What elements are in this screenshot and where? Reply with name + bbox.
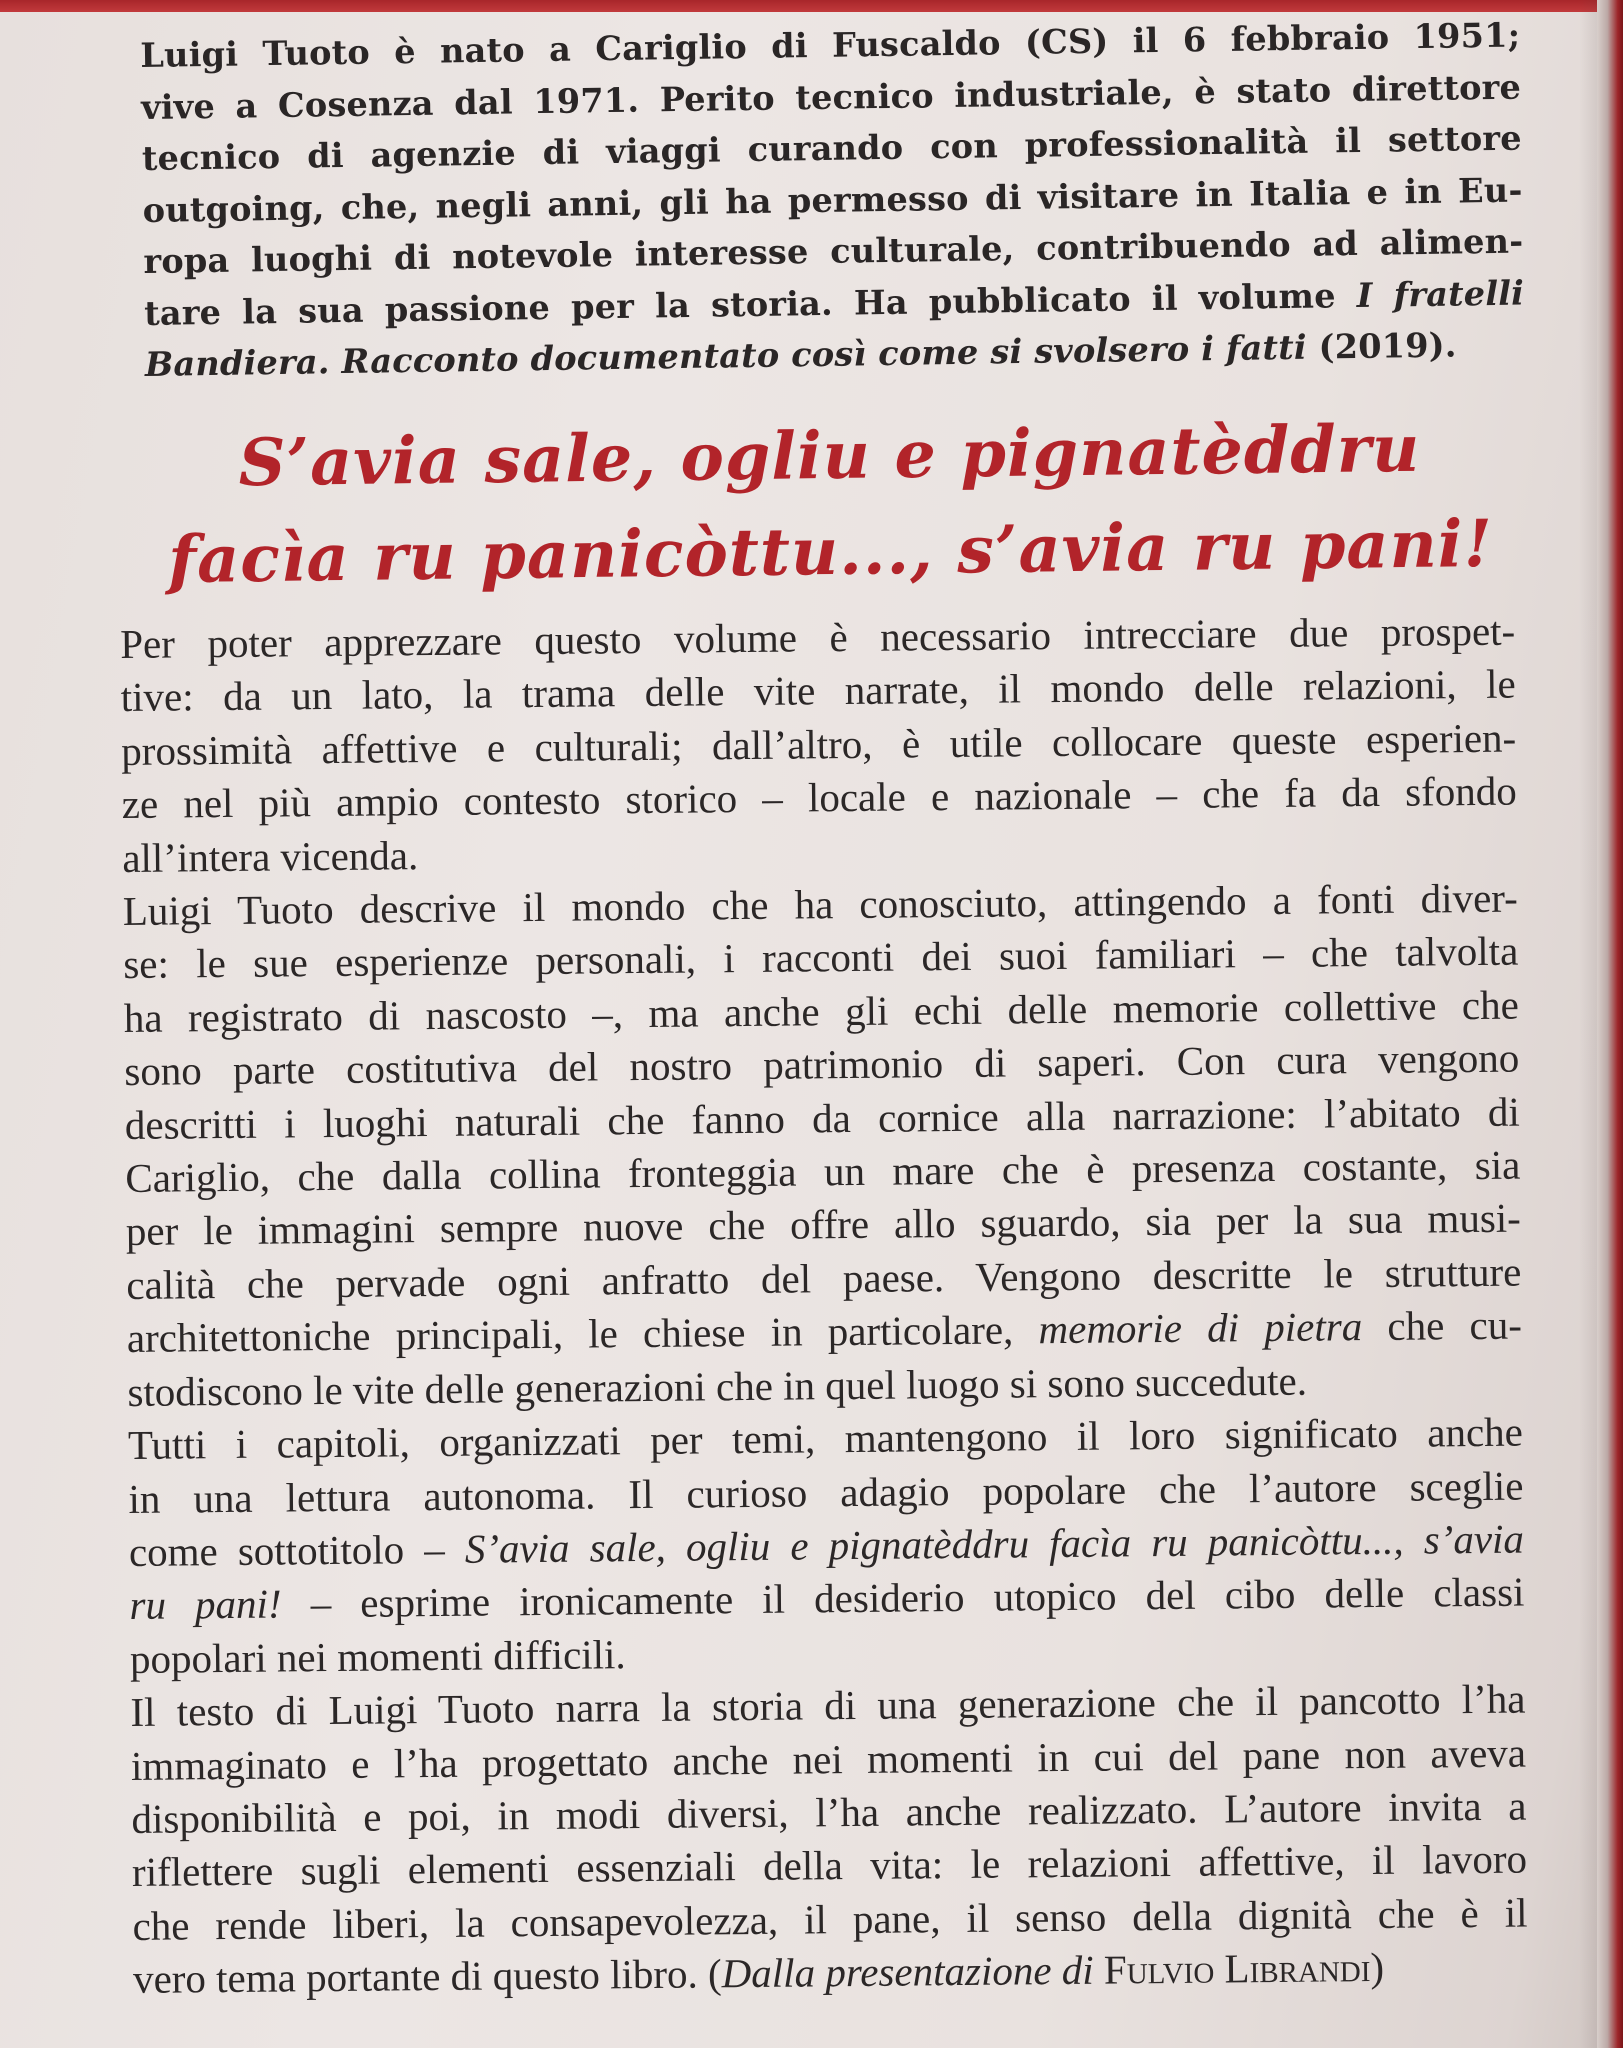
- italic-quote: S’avia sale, ogliu e pignatèddru facìa ru panicòttu..., s’avia: [464, 1515, 1525, 1572]
- text-line: in una lettura autonoma. Il curioso adagio popolare che l’autore sceglie: [128, 1462, 1524, 1522]
- subtitle-line-1: S’avia sale, ogliu e pignatèddru: [238, 410, 1421, 502]
- text-fragment: che cu-: [1361, 1301, 1523, 1350]
- text-line: che rende liberi, la consapevolezza, il pane, il senso della dignità che è il: [132, 1889, 1528, 1949]
- attribution-author: Fulvio Librandi: [1103, 1944, 1371, 1993]
- attribution-paren: (: [707, 1950, 722, 1997]
- bio-line: Luigi Tuoto è nato a Cariglio di Fuscaldo (CS) il 6 febbraio 1951;: [140, 15, 1521, 75]
- book-title-italic: Bandiera. Racconto documentato così come si svolsero i fatti: [144, 327, 1308, 384]
- text-line: Il testo di Luigi Tuoto narra la storia di una generazione che il pancotto l’ha: [130, 1675, 1526, 1736]
- text-line: immaginato e l’ha progettato anche nei momenti in cui del pane non aveva: [130, 1729, 1527, 1789]
- text-line: tive: da un lato, la trama delle vite narrate, il mondo delle relazioni, le: [120, 661, 1516, 721]
- bio-line: tecnico di agenzie di viaggi curando con professionalità il settore: [141, 118, 1523, 178]
- subtitle-line-2: facìa ru panicòttu..., s’avia ru pani!: [167, 505, 1494, 599]
- text-fragment: vero tema portante di questo libro.: [132, 1950, 709, 2003]
- bio-line: ropa luoghi di notevole interesse culturale, contribuendo ad alimen-: [143, 221, 1524, 281]
- text-line: Tutti i capitoli, organizzati per temi, mantengono il loro significato anche: [127, 1408, 1524, 1469]
- bio-line: outgoing, che, negli anni, gli ha permesso di visitare in Italia e in Eu-: [142, 170, 1523, 230]
- text-line: all’intera vicenda.: [122, 831, 419, 881]
- text-fragment: come sottotitolo –: [128, 1525, 466, 1575]
- text-line: ha registrato di nascosto –, ma anche gli echi delle memorie collettive che: [123, 981, 1519, 1041]
- text-line: stodiscono le vite delle generazioni che in quel luogo si sono succedute.: [127, 1357, 1308, 1415]
- text-line: popolari nei momenti difficili.: [129, 1630, 626, 1682]
- attribution-paren: ): [1370, 1944, 1385, 1991]
- book-subtitle: [149, 400, 1511, 609]
- text-line: ze nel più ampio contesto storico – locale e nazionale – che fa da sfondo: [121, 767, 1517, 828]
- attribution: [708, 1944, 1384, 1996]
- text-line: riflettere sugli elementi essenziali della vita: le relazioni affettive, il lavoro: [131, 1835, 1528, 1896]
- text-line: Per poter apprezzare questo volume è necessario intrecciare due prospet-: [120, 607, 1516, 667]
- bio-line: vive a Cosenza dal 1971. Perito tecnico industriale, è stato direttore: [140, 67, 1522, 127]
- text-line: per le immagini sempre nuove che offre allo sguardo, sia per la sua musi-: [125, 1195, 1522, 1255]
- text-fragment: architettoniche principali, le chiese in particolare,: [126, 1306, 1039, 1362]
- text-line: Luigi Tuoto descrive il mondo che ha conosciuto, attingendo a fonti diver-: [122, 874, 1518, 935]
- attribution-italic: Dalla presentazione di: [721, 1946, 1094, 1997]
- text-line: prossimità affettive e culturali; dall’altro, è utile collocare queste esperien-: [121, 714, 1517, 774]
- text-line: calità che pervade ogni anfratto del paese. Vengono descritte le strutture: [126, 1248, 1522, 1308]
- book-title-italic: I fratelli: [1356, 272, 1525, 315]
- publication-year: (2019).: [1306, 325, 1457, 367]
- text-fragment: – esprime ironicamente il desiderio utopico del cibo delle classi: [281, 1568, 1525, 1627]
- text-line: descritti i luoghi naturali che fanno da cornice alla narrazione: l’abitato di: [124, 1088, 1521, 1148]
- text-line: sono parte costitutiva del nostro patrimonio di saperi. Con cura vengono: [124, 1034, 1520, 1095]
- presentation-text: [120, 605, 1528, 2007]
- bio-line-text: tare la sua passione per la storia. Ha pubblicato il volume: [143, 275, 1358, 333]
- italic-phrase: memorie di pietra: [1038, 1303, 1363, 1353]
- italic-quote-end: ru pani!: [129, 1580, 282, 1629]
- text-line: disponibilità e poi, in modi diversi, l’ha anche realizzato. L’autore invita a: [131, 1782, 1527, 1842]
- text-line: Cariglio, che dalla collina fronteggia un mare che è presenza costante, sia: [125, 1141, 1521, 1202]
- text-line: se: le sue esperienze personali, i racconti dei suoi familiari – che talvolta: [123, 928, 1519, 988]
- author-bio: [140, 10, 1525, 391]
